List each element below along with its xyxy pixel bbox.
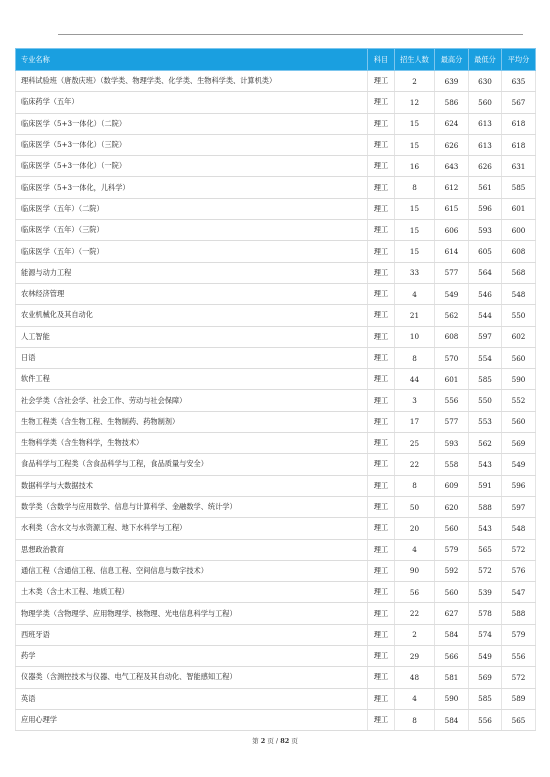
cell-enroll: 90 xyxy=(395,560,435,581)
cell-major: 食品科学与工程类（含食品科学与工程，食品质量与安全） xyxy=(16,454,368,475)
cell-enroll: 15 xyxy=(395,134,435,155)
table-row xyxy=(16,92,536,113)
cell-major: 临床医学（5+3一体化）（三院） xyxy=(16,134,368,155)
header-enroll: 招生人数 xyxy=(395,49,435,71)
cell-avg-score: 550 xyxy=(502,305,536,326)
table-row xyxy=(16,496,536,517)
table-row xyxy=(16,624,536,645)
cell-major: 临床医学（5+3一体化）（二院） xyxy=(16,113,368,134)
cell-major: 理科试验班（唐敖庆班）（数学类、物理学类、化学类、生物科学类、计算机类） xyxy=(16,71,368,92)
cell-max-score: 579 xyxy=(435,539,469,560)
cell-subject: 理工 xyxy=(368,241,395,262)
cell-max-score: 606 xyxy=(435,220,469,241)
cell-max-score: 549 xyxy=(435,283,469,304)
cell-subject: 理工 xyxy=(368,667,395,688)
cell-max-score: 592 xyxy=(435,560,469,581)
cell-avg-score: 588 xyxy=(502,603,536,624)
cell-max-score: 590 xyxy=(435,688,469,709)
header-avg-score: 平均分 xyxy=(502,49,536,71)
table-row xyxy=(16,582,536,603)
cell-major: 西班牙语 xyxy=(16,624,368,645)
table-row xyxy=(16,411,536,432)
cell-enroll: 44 xyxy=(395,369,435,390)
header-subject: 科目 xyxy=(368,49,395,71)
cell-avg-score: 608 xyxy=(502,241,536,262)
cell-max-score: 566 xyxy=(435,646,469,667)
cell-min-score: 585 xyxy=(469,688,502,709)
cell-avg-score: 635 xyxy=(502,71,536,92)
cell-subject: 理工 xyxy=(368,113,395,134)
cell-major: 数据科学与大数据技术 xyxy=(16,475,368,496)
cell-subject: 理工 xyxy=(368,709,395,730)
cell-min-score: 569 xyxy=(469,667,502,688)
cell-enroll: 2 xyxy=(395,71,435,92)
cell-avg-score: 631 xyxy=(502,156,536,177)
cell-major: 农林经济管理 xyxy=(16,283,368,304)
top-divider xyxy=(58,34,523,35)
cell-max-score: 586 xyxy=(435,92,469,113)
cell-major: 药学 xyxy=(16,646,368,667)
cell-max-score: 560 xyxy=(435,582,469,603)
cell-enroll: 22 xyxy=(395,603,435,624)
table-row xyxy=(16,177,536,198)
cell-avg-score: 618 xyxy=(502,113,536,134)
cell-major: 应用心理学 xyxy=(16,709,368,730)
cell-enroll: 8 xyxy=(395,709,435,730)
cell-min-score: 613 xyxy=(469,113,502,134)
cell-subject: 理工 xyxy=(368,539,395,560)
table-row xyxy=(16,71,536,92)
cell-max-score: 577 xyxy=(435,262,469,283)
cell-min-score: 588 xyxy=(469,496,502,517)
cell-enroll: 20 xyxy=(395,518,435,539)
cell-subject: 理工 xyxy=(368,326,395,347)
cell-enroll: 2 xyxy=(395,624,435,645)
cell-avg-score: 565 xyxy=(502,709,536,730)
cell-subject: 理工 xyxy=(368,433,395,454)
cell-min-score: 546 xyxy=(469,283,502,304)
table-row xyxy=(16,305,536,326)
cell-subject: 理工 xyxy=(368,369,395,390)
cell-major: 临床医学（5+3一体化，儿科学） xyxy=(16,177,368,198)
cell-subject: 理工 xyxy=(368,177,395,198)
cell-avg-score: 589 xyxy=(502,688,536,709)
cell-avg-score: 547 xyxy=(502,582,536,603)
cell-min-score: 556 xyxy=(469,709,502,730)
cell-subject: 理工 xyxy=(368,624,395,645)
cell-enroll: 15 xyxy=(395,198,435,219)
table-row xyxy=(16,603,536,624)
cell-enroll: 4 xyxy=(395,688,435,709)
cell-avg-score: 590 xyxy=(502,369,536,390)
cell-enroll: 15 xyxy=(395,113,435,134)
cell-major: 软件工程 xyxy=(16,369,368,390)
cell-enroll: 16 xyxy=(395,156,435,177)
cell-subject: 理工 xyxy=(368,518,395,539)
cell-major: 仪器类（含测控技术与仪器、电气工程及其自动化、智能感知工程） xyxy=(16,667,368,688)
cell-subject: 理工 xyxy=(368,305,395,326)
cell-major: 数学类（含数学与应用数学、信息与计算科学、金融数学、统计学） xyxy=(16,496,368,517)
cell-avg-score: 579 xyxy=(502,624,536,645)
table-row xyxy=(16,326,536,347)
table-row xyxy=(16,646,536,667)
cell-enroll: 48 xyxy=(395,667,435,688)
cell-subject: 理工 xyxy=(368,347,395,368)
cell-max-score: 627 xyxy=(435,603,469,624)
cell-min-score: 596 xyxy=(469,198,502,219)
cell-enroll: 15 xyxy=(395,220,435,241)
cell-subject: 理工 xyxy=(368,603,395,624)
cell-min-score: 605 xyxy=(469,241,502,262)
cell-enroll: 22 xyxy=(395,454,435,475)
cell-max-score: 584 xyxy=(435,709,469,730)
cell-min-score: 549 xyxy=(469,646,502,667)
table-row xyxy=(16,241,536,262)
cell-max-score: 643 xyxy=(435,156,469,177)
footer-prefix: 第 xyxy=(252,737,259,745)
cell-min-score: 565 xyxy=(469,539,502,560)
cell-min-score: 626 xyxy=(469,156,502,177)
table-row xyxy=(16,709,536,730)
cell-avg-score: 572 xyxy=(502,667,536,688)
cell-min-score: 553 xyxy=(469,411,502,432)
cell-subject: 理工 xyxy=(368,71,395,92)
cell-max-score: 593 xyxy=(435,433,469,454)
cell-subject: 理工 xyxy=(368,646,395,667)
cell-max-score: 577 xyxy=(435,411,469,432)
admission-scores-table xyxy=(15,48,536,731)
table-row xyxy=(16,454,536,475)
cell-subject: 理工 xyxy=(368,134,395,155)
cell-enroll: 8 xyxy=(395,347,435,368)
cell-enroll: 4 xyxy=(395,283,435,304)
footer-total-pages: 82 xyxy=(280,737,290,745)
cell-min-score: 564 xyxy=(469,262,502,283)
cell-min-score: 539 xyxy=(469,582,502,603)
cell-max-score: 612 xyxy=(435,177,469,198)
cell-max-score: 614 xyxy=(435,241,469,262)
footer-middle: 页 / xyxy=(267,737,279,745)
cell-max-score: 639 xyxy=(435,71,469,92)
table-row xyxy=(16,539,536,560)
cell-min-score: 544 xyxy=(469,305,502,326)
cell-avg-score: 601 xyxy=(502,198,536,219)
cell-enroll: 12 xyxy=(395,92,435,113)
cell-subject: 理工 xyxy=(368,92,395,113)
cell-min-score: 613 xyxy=(469,134,502,155)
cell-avg-score: 549 xyxy=(502,454,536,475)
table-row xyxy=(16,475,536,496)
cell-major: 社会学类（含社会学、社会工作、劳动与社会保障） xyxy=(16,390,368,411)
cell-max-score: 562 xyxy=(435,305,469,326)
cell-enroll: 21 xyxy=(395,305,435,326)
cell-avg-score: 548 xyxy=(502,283,536,304)
cell-avg-score: 569 xyxy=(502,433,536,454)
cell-subject: 理工 xyxy=(368,220,395,241)
cell-subject: 理工 xyxy=(368,390,395,411)
cell-enroll: 33 xyxy=(395,262,435,283)
table-row xyxy=(16,347,536,368)
cell-min-score: 560 xyxy=(469,92,502,113)
cell-enroll: 8 xyxy=(395,475,435,496)
cell-avg-score: 576 xyxy=(502,560,536,581)
table-header-row xyxy=(16,49,536,71)
cell-enroll: 3 xyxy=(395,390,435,411)
cell-max-score: 570 xyxy=(435,347,469,368)
table-row xyxy=(16,667,536,688)
cell-max-score: 584 xyxy=(435,624,469,645)
cell-max-score: 601 xyxy=(435,369,469,390)
cell-subject: 理工 xyxy=(368,454,395,475)
header-min-score: 最低分 xyxy=(469,49,502,71)
cell-enroll: 10 xyxy=(395,326,435,347)
cell-max-score: 608 xyxy=(435,326,469,347)
cell-major: 人工智能 xyxy=(16,326,368,347)
table-row xyxy=(16,433,536,454)
cell-max-score: 558 xyxy=(435,454,469,475)
cell-major: 临床医学（5+3一体化）（一院） xyxy=(16,156,368,177)
cell-subject: 理工 xyxy=(368,688,395,709)
cell-min-score: 572 xyxy=(469,560,502,581)
cell-max-score: 609 xyxy=(435,475,469,496)
table-row xyxy=(16,220,536,241)
cell-enroll: 29 xyxy=(395,646,435,667)
cell-max-score: 626 xyxy=(435,134,469,155)
cell-subject: 理工 xyxy=(368,262,395,283)
cell-major: 日语 xyxy=(16,347,368,368)
cell-subject: 理工 xyxy=(368,496,395,517)
table-row xyxy=(16,113,536,134)
cell-avg-score: 568 xyxy=(502,262,536,283)
cell-min-score: 574 xyxy=(469,624,502,645)
cell-major: 能源与动力工程 xyxy=(16,262,368,283)
table-row xyxy=(16,134,536,155)
table-row xyxy=(16,518,536,539)
cell-avg-score: 548 xyxy=(502,518,536,539)
footer-page-number: 2 xyxy=(260,737,266,745)
cell-avg-score: 597 xyxy=(502,496,536,517)
cell-avg-score: 596 xyxy=(502,475,536,496)
cell-enroll: 25 xyxy=(395,433,435,454)
table-row xyxy=(16,390,536,411)
cell-major: 临床医学（五年）（二院） xyxy=(16,198,368,219)
cell-avg-score: 572 xyxy=(502,539,536,560)
cell-major: 临床药学（五年） xyxy=(16,92,368,113)
cell-enroll: 17 xyxy=(395,411,435,432)
page-footer xyxy=(0,736,550,745)
table-row xyxy=(16,156,536,177)
cell-avg-score: 602 xyxy=(502,326,536,347)
cell-avg-score: 556 xyxy=(502,646,536,667)
cell-subject: 理工 xyxy=(368,156,395,177)
cell-avg-score: 618 xyxy=(502,134,536,155)
cell-major: 土木类（含土木工程、地质工程） xyxy=(16,582,368,603)
cell-major: 生物工程类（含生物工程、生物制药、药物制剂） xyxy=(16,411,368,432)
table-row xyxy=(16,560,536,581)
cell-major: 农业机械化及其自动化 xyxy=(16,305,368,326)
cell-major: 临床医学（五年）（三院） xyxy=(16,220,368,241)
table-row xyxy=(16,688,536,709)
cell-major: 英语 xyxy=(16,688,368,709)
cell-avg-score: 585 xyxy=(502,177,536,198)
cell-min-score: 543 xyxy=(469,518,502,539)
table-body xyxy=(16,71,536,731)
cell-min-score: 562 xyxy=(469,433,502,454)
cell-min-score: 561 xyxy=(469,177,502,198)
cell-max-score: 581 xyxy=(435,667,469,688)
cell-major: 生物科学类（含生物科学，生物技术） xyxy=(16,433,368,454)
cell-subject: 理工 xyxy=(368,475,395,496)
cell-min-score: 593 xyxy=(469,220,502,241)
table-row xyxy=(16,283,536,304)
cell-avg-score: 560 xyxy=(502,347,536,368)
cell-subject: 理工 xyxy=(368,198,395,219)
table-row xyxy=(16,369,536,390)
cell-enroll: 8 xyxy=(395,177,435,198)
cell-min-score: 550 xyxy=(469,390,502,411)
cell-enroll: 15 xyxy=(395,241,435,262)
cell-min-score: 630 xyxy=(469,71,502,92)
cell-max-score: 620 xyxy=(435,496,469,517)
cell-major: 物理学类（含物理学、应用物理学、核物理、光电信息科学与工程） xyxy=(16,603,368,624)
cell-major: 思想政治教育 xyxy=(16,539,368,560)
cell-avg-score: 567 xyxy=(502,92,536,113)
cell-subject: 理工 xyxy=(368,411,395,432)
cell-enroll: 50 xyxy=(395,496,435,517)
cell-max-score: 615 xyxy=(435,198,469,219)
cell-major: 水利类（含水文与水资源工程、地下水科学与工程） xyxy=(16,518,368,539)
cell-subject: 理工 xyxy=(368,560,395,581)
footer-suffix: 页 xyxy=(291,737,298,745)
cell-enroll: 56 xyxy=(395,582,435,603)
cell-avg-score: 560 xyxy=(502,411,536,432)
cell-major: 临床医学（五年）（一院） xyxy=(16,241,368,262)
cell-min-score: 554 xyxy=(469,347,502,368)
cell-min-score: 591 xyxy=(469,475,502,496)
table-row xyxy=(16,198,536,219)
cell-min-score: 543 xyxy=(469,454,502,475)
cell-min-score: 578 xyxy=(469,603,502,624)
cell-major: 通信工程（含通信工程、信息工程、空间信息与数字技术） xyxy=(16,560,368,581)
cell-max-score: 560 xyxy=(435,518,469,539)
table-row xyxy=(16,262,536,283)
header-max-score: 最高分 xyxy=(435,49,469,71)
cell-enroll: 4 xyxy=(395,539,435,560)
cell-max-score: 624 xyxy=(435,113,469,134)
cell-subject: 理工 xyxy=(368,582,395,603)
cell-avg-score: 552 xyxy=(502,390,536,411)
cell-subject: 理工 xyxy=(368,283,395,304)
cell-min-score: 585 xyxy=(469,369,502,390)
cell-min-score: 597 xyxy=(469,326,502,347)
header-major: 专业名称 xyxy=(16,49,368,71)
cell-max-score: 556 xyxy=(435,390,469,411)
cell-avg-score: 600 xyxy=(502,220,536,241)
